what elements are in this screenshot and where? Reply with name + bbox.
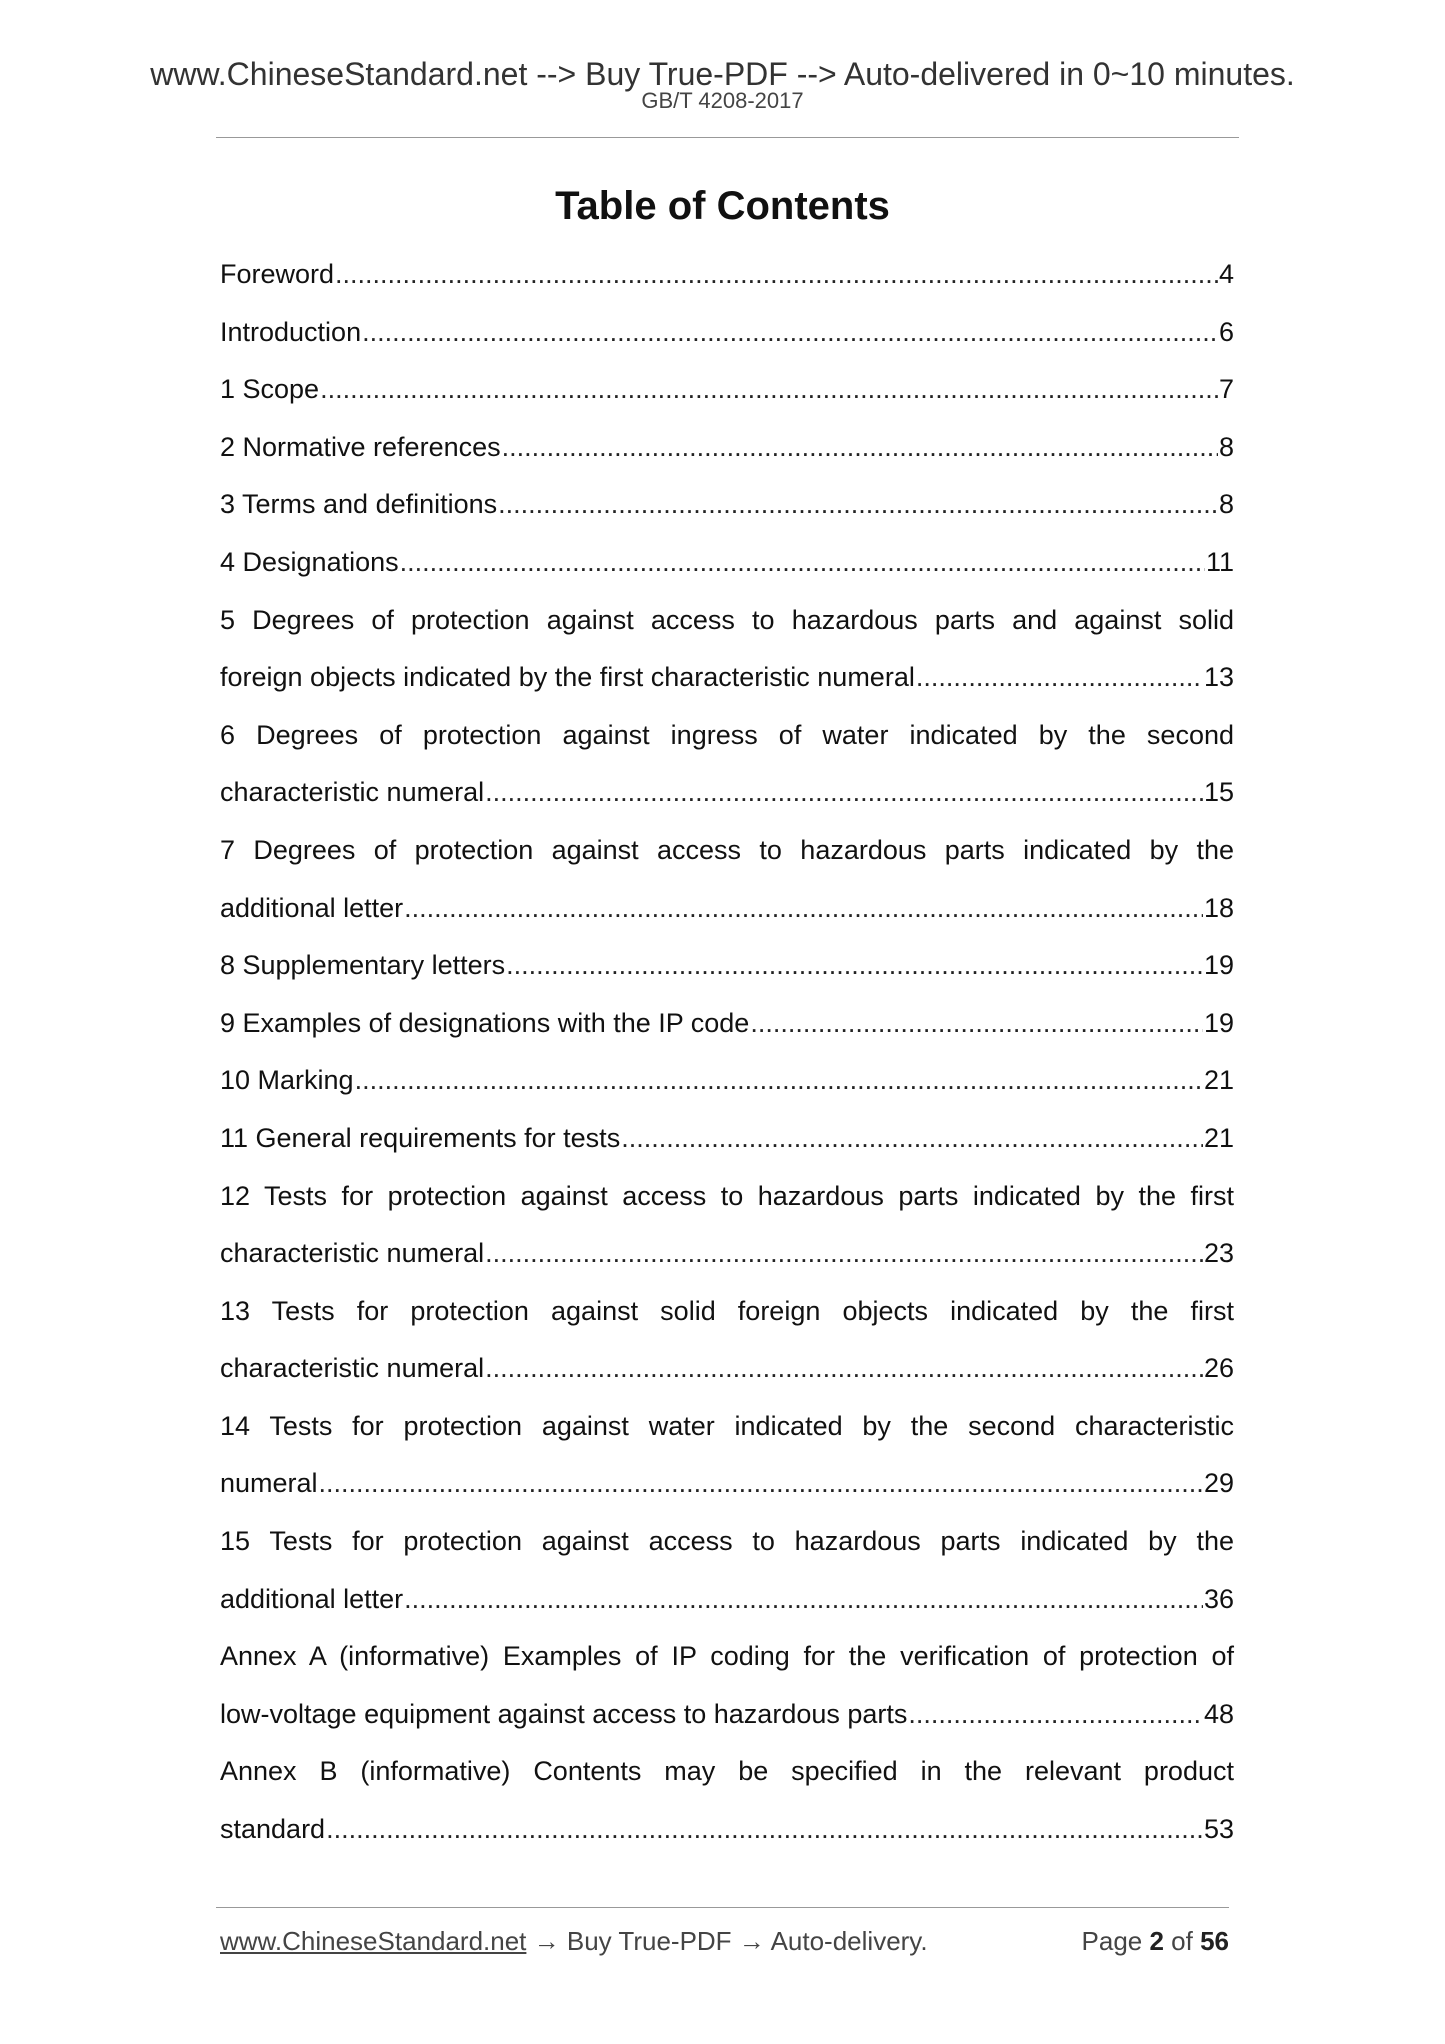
- toc-entry-title: standard: [220, 1814, 326, 1845]
- toc-page-number: 18: [1203, 892, 1234, 923]
- dot-leader: [400, 534, 1205, 592]
- toc-page-number: 21: [1203, 1065, 1234, 1096]
- dot-leader: [404, 880, 1203, 938]
- toc-page-number: 21: [1203, 1122, 1234, 1153]
- toc-page-number: 53: [1203, 1814, 1234, 1845]
- toc-entry[interactable]: [220, 937, 1234, 995]
- toc-entry[interactable]: [220, 592, 1234, 707]
- toc-entry-title: Introduction: [220, 316, 362, 347]
- toc-page-number: 26: [1203, 1353, 1234, 1384]
- toc-entry[interactable]: [220, 304, 1234, 362]
- toc-page-number: 11: [1205, 546, 1234, 577]
- toc-page-number: 36: [1203, 1583, 1234, 1614]
- toc-entry-title: Foreword: [220, 259, 335, 289]
- dot-leader: [908, 1686, 1203, 1744]
- toc-entry[interactable]: [220, 1052, 1234, 1110]
- toc-entry[interactable]: [220, 1168, 1234, 1283]
- toc-page-number: 19: [1203, 950, 1234, 981]
- toc-entry-title-line: 5 Degrees of protection against access to hazardous parts and against solid: [220, 604, 1234, 635]
- toc-page-number: 4: [1218, 259, 1234, 289]
- dot-leader: [498, 476, 1218, 534]
- toc-page-number: 23: [1203, 1238, 1234, 1269]
- dot-leader: [485, 1340, 1203, 1398]
- toc-entry-title-line: 6 Degrees of protection against ingress of water indicated by the second: [220, 719, 1234, 750]
- header-banner: www.ChineseStandard.net --> Buy True-PDF --> Auto-delivered in 0~10 minutes.: [150, 56, 1295, 92]
- dot-leader: [485, 764, 1203, 822]
- dot-leader: [326, 1801, 1203, 1859]
- page-of: of: [1163, 1926, 1201, 1956]
- toc-entry[interactable]: [220, 246, 1234, 304]
- toc-entry-title: 8 Supplementary letters: [220, 950, 506, 981]
- dot-leader: [355, 1052, 1203, 1110]
- toc-entry[interactable]: [220, 995, 1234, 1053]
- footer: [220, 1928, 1229, 1954]
- page-title: Table of Contents: [555, 184, 890, 228]
- dot-leader: [335, 246, 1218, 304]
- toc-entry[interactable]: [220, 1743, 1234, 1858]
- toc-entry-title: 11 General requirements for tests: [220, 1122, 621, 1153]
- toc-entry-title: characteristic numeral: [220, 1238, 485, 1269]
- header-divider: [216, 137, 1239, 138]
- dot-leader: [506, 937, 1203, 995]
- toc-page-number: 13: [1203, 662, 1234, 693]
- toc-entry-title: 4 Designations: [220, 546, 399, 577]
- toc-entry-title: 9 Examples of designations with the IP code: [220, 1007, 750, 1038]
- toc-entry[interactable]: [220, 1513, 1234, 1628]
- toc-entry-title: foreign objects indicated by the first characteristic numeral: [220, 662, 915, 693]
- toc-entry[interactable]: [220, 476, 1234, 534]
- toc-entry-title-line: 15 Tests for protection against access to hazardous parts indicated by the: [220, 1526, 1234, 1557]
- toc-entry-title: low-voltage equipment against access to hazardous parts: [220, 1698, 908, 1729]
- dot-leader: [502, 419, 1218, 477]
- toc-entry-title-line: 14 Tests for protection against water indicated by the second characteristic: [220, 1410, 1234, 1441]
- toc-entry[interactable]: [220, 1398, 1234, 1513]
- toc-page-number: 15: [1203, 777, 1234, 808]
- toc-entry[interactable]: [220, 419, 1234, 477]
- toc-entry-title: numeral: [220, 1468, 318, 1499]
- table-of-contents: [220, 246, 1234, 1859]
- dot-leader: [319, 1455, 1203, 1513]
- current-page: 2: [1149, 1926, 1164, 1956]
- toc-page-number: 7: [1218, 374, 1234, 405]
- toc-page-number: 19: [1203, 1007, 1234, 1038]
- dot-leader: [485, 1225, 1203, 1283]
- footer-divider: [216, 1907, 1229, 1908]
- toc-page-number: 29: [1203, 1468, 1234, 1499]
- toc-entry[interactable]: [220, 361, 1234, 419]
- page-prefix: Page: [1081, 1926, 1150, 1956]
- toc-entry-title-line: Annex B (informative) Contents may be specified in the relevant product: [220, 1756, 1234, 1787]
- dot-leader: [916, 649, 1203, 707]
- toc-page-number: 6: [1218, 316, 1234, 347]
- toc-page-number: 8: [1218, 489, 1234, 520]
- page-indicator: [1082, 1928, 1229, 1954]
- document-code: GB/T 4208-2017: [641, 88, 804, 113]
- toc-entry-title: characteristic numeral: [220, 777, 485, 808]
- toc-entry-title: 1 Scope: [220, 374, 320, 405]
- toc-entry-title: 3 Terms and definitions: [220, 489, 498, 520]
- toc-page-number: 8: [1218, 431, 1234, 462]
- toc-entry-title-line: 7 Degrees of protection against access to hazardous parts indicated by the: [220, 834, 1234, 865]
- toc-entry-title-line: 12 Tests for protection against access to hazardous parts indicated by the first: [220, 1180, 1234, 1211]
- toc-entry-title: additional letter: [220, 892, 404, 923]
- toc-entry-title-line: 13 Tests for protection against solid foreign objects indicated by the first: [220, 1295, 1234, 1326]
- toc-entry[interactable]: [220, 1110, 1234, 1168]
- toc-entry[interactable]: [220, 534, 1234, 592]
- dot-leader: [404, 1571, 1203, 1629]
- toc-entry[interactable]: [220, 1283, 1234, 1398]
- toc-entry[interactable]: [220, 707, 1234, 822]
- footer-site-link[interactable]: www.ChineseStandard.net: [220, 1926, 527, 1956]
- dot-leader: [750, 995, 1203, 1053]
- toc-entry-title: characteristic numeral: [220, 1353, 485, 1384]
- toc-entry[interactable]: [220, 822, 1234, 937]
- toc-entry[interactable]: [220, 1628, 1234, 1743]
- toc-entry-title: 10 Marking: [220, 1065, 354, 1096]
- dot-leader: [621, 1110, 1203, 1168]
- dot-leader: [362, 304, 1218, 362]
- toc-entry-title: 2 Normative references: [220, 431, 501, 462]
- toc-entry-title: additional letter: [220, 1583, 404, 1614]
- toc-entry-title-line: Annex A (informative) Examples of IP coding for the verification of protection of: [220, 1641, 1234, 1672]
- footer-tagline: → Buy True-PDF → Auto-delivery.: [526, 1926, 928, 1956]
- dot-leader: [320, 361, 1218, 419]
- total-pages: 56: [1200, 1926, 1229, 1956]
- toc-page-number: 48: [1203, 1698, 1234, 1729]
